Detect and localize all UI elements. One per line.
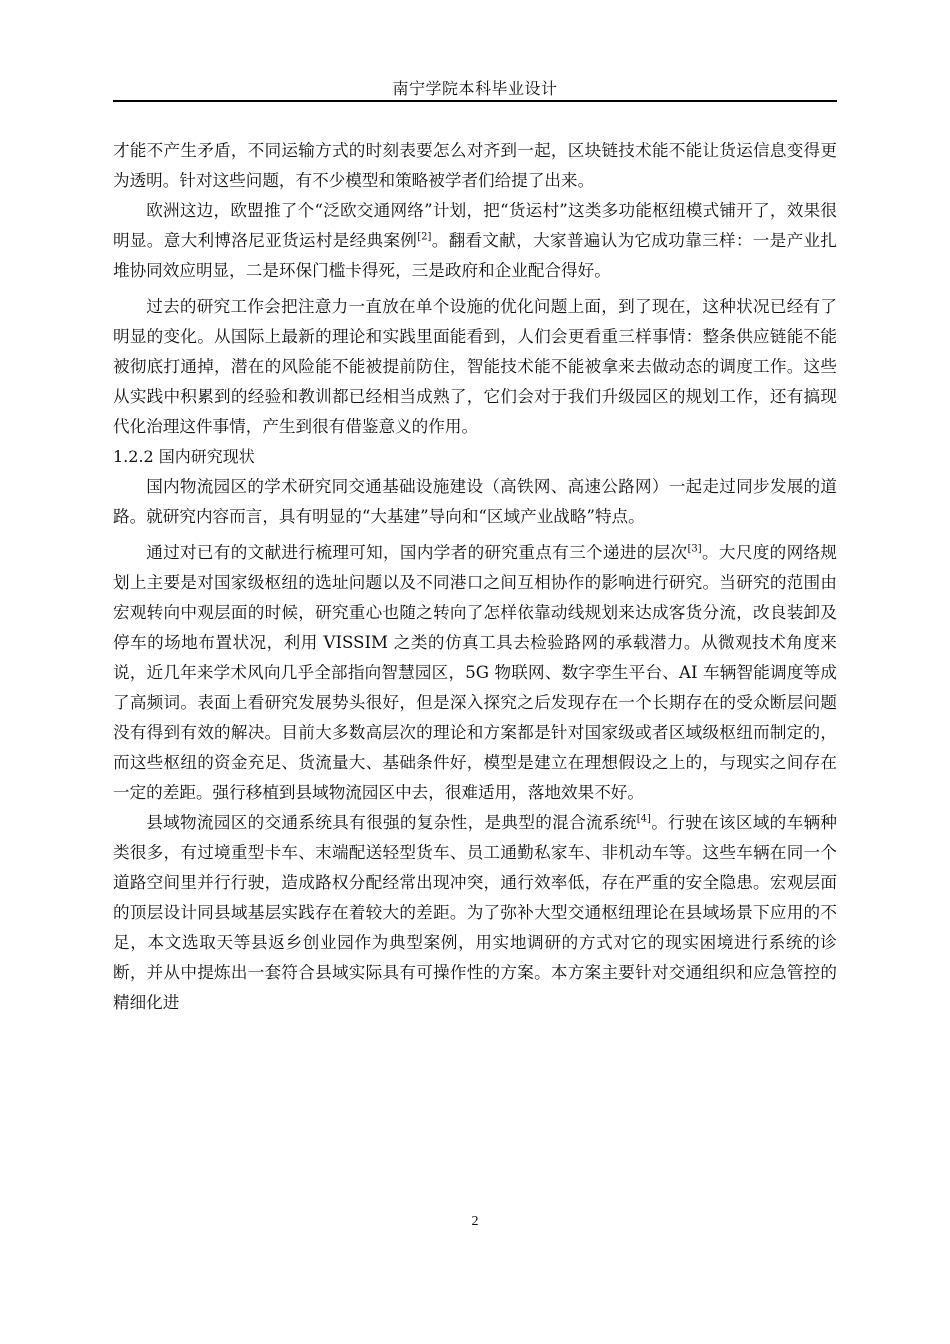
- paragraph-4: 国内物流园区的学术研究同交通基础设施建设（高铁网、高速公路网）一起走过同步发展的道路。就研究内容而言，具有明显的“大基建”导向和“区域产业战略”特点。: [113, 477, 837, 526]
- page-number: 2: [471, 1214, 479, 1229]
- body-text: [113, 136, 837, 1018]
- header-rule: [113, 100, 837, 102]
- section-heading: 1.2.2 国内研究现状: [113, 447, 255, 466]
- paragraph-2: 欧洲这边，欧盟推了个“泛欧交通网络”计划，把“货运村”这类多功能枢纽模式铺开了，效果很明显。意大利博洛尼亚货运村是经典案例[2]。翻看文献，大家普遍认为它成功靠三样：一是产业扎堆协同效应明显，二是环保门槛卡得死，三是政府和企业配合得好。: [113, 201, 838, 280]
- running-header: 南宁学院本科毕业设计: [392, 79, 558, 98]
- paragraph-1: 才能不产生矛盾，不同运输方式的时刻表要怎么对齐到一起，区块链技术能不能让货运信息变得更为透明。针对这些问题，有不少模型和策略被学者们给提了出来。: [113, 141, 837, 190]
- paragraph-6: 县域物流园区的交通系统具有很强的复杂性，是典型的混合流系统[4]。行驶在该区域的车辆种类很多，有过境重型卡车、末端配送轻型货车、员工通勤私家车、非机动车等。这些车辆在同一个道路空间里并行行驶，造成路权分配经常出现冲突，通行效率低，存在严重的安全隐患。宏观层面的顶层设计同县域基层实践存在着较大的差距。为了弥补大型交通枢纽理论在县域场景下应用的不足，本文选取天等县返乡创业园作为典型案例，用实地调研的方式对它的现实困境进行系统的诊断，并从中提炼出一套符合县域实际具有可操作性的方案。本方案主要针对交通组织和应急管控的精细化进: [113, 813, 838, 1012]
- citation-ref[interactable]: [2]: [417, 231, 432, 243]
- citation-ref[interactable]: [3]: [687, 543, 702, 555]
- paragraph-5: 通过对已有的文献进行梳理可知，国内学者的研究重点有三个递进的层次[3]。大尺度的网络规划上主要是对国家级枢纽的选址问题以及不同港口之间互相协作的影响进行研究。当研究的范围由宏观转向中观层面的时候，研究重心也随之转向了怎样依靠动线规划来达成客货分流，改良装卸及停车的场地布置状况，利用 VISSIM 之类的仿真工具去检验路网的承载潜力。从微观技术角度来说，近几年来学术风向几乎全部指向智慧园区，5G 物联网、数字孪生平台、AI 车辆智能调度等成了高频词。表面上看研究发展势头很好，但是深入探究之后发现存在一个长期存在的受众断层问题没有得到有效的解决。目前大多数高层次的理论和方案都是针对国家级或者区域级枢纽而制定的，而这些枢纽的资金充足、货流量大、基础条件好，模型是建立在理想假设之上的，与现实之间存在一定的差距。强行移植到县域物流园区中去，很难适用，落地效果不好。: [113, 543, 837, 802]
- citation-ref[interactable]: [4]: [636, 813, 651, 825]
- paragraph-3: 过去的研究工作会把注意力一直放在单个设施的优化问题上面，到了现在，这种状况已经有了明显的变化。从国际上最新的理论和实践里面能看到，人们会更看重三样事情：整条供应链能不能被彻底打通掉，潜在的风险能不能被提前防住，智能技术能不能被拿来去做动态的调度工作。这些从实践中积累到的经验和教训都已经相当成熟了，它们会对于我们升级园区的规划工作，还有搞现代化治理这件事情，产生到很有借鉴意义的作用。: [113, 297, 837, 436]
